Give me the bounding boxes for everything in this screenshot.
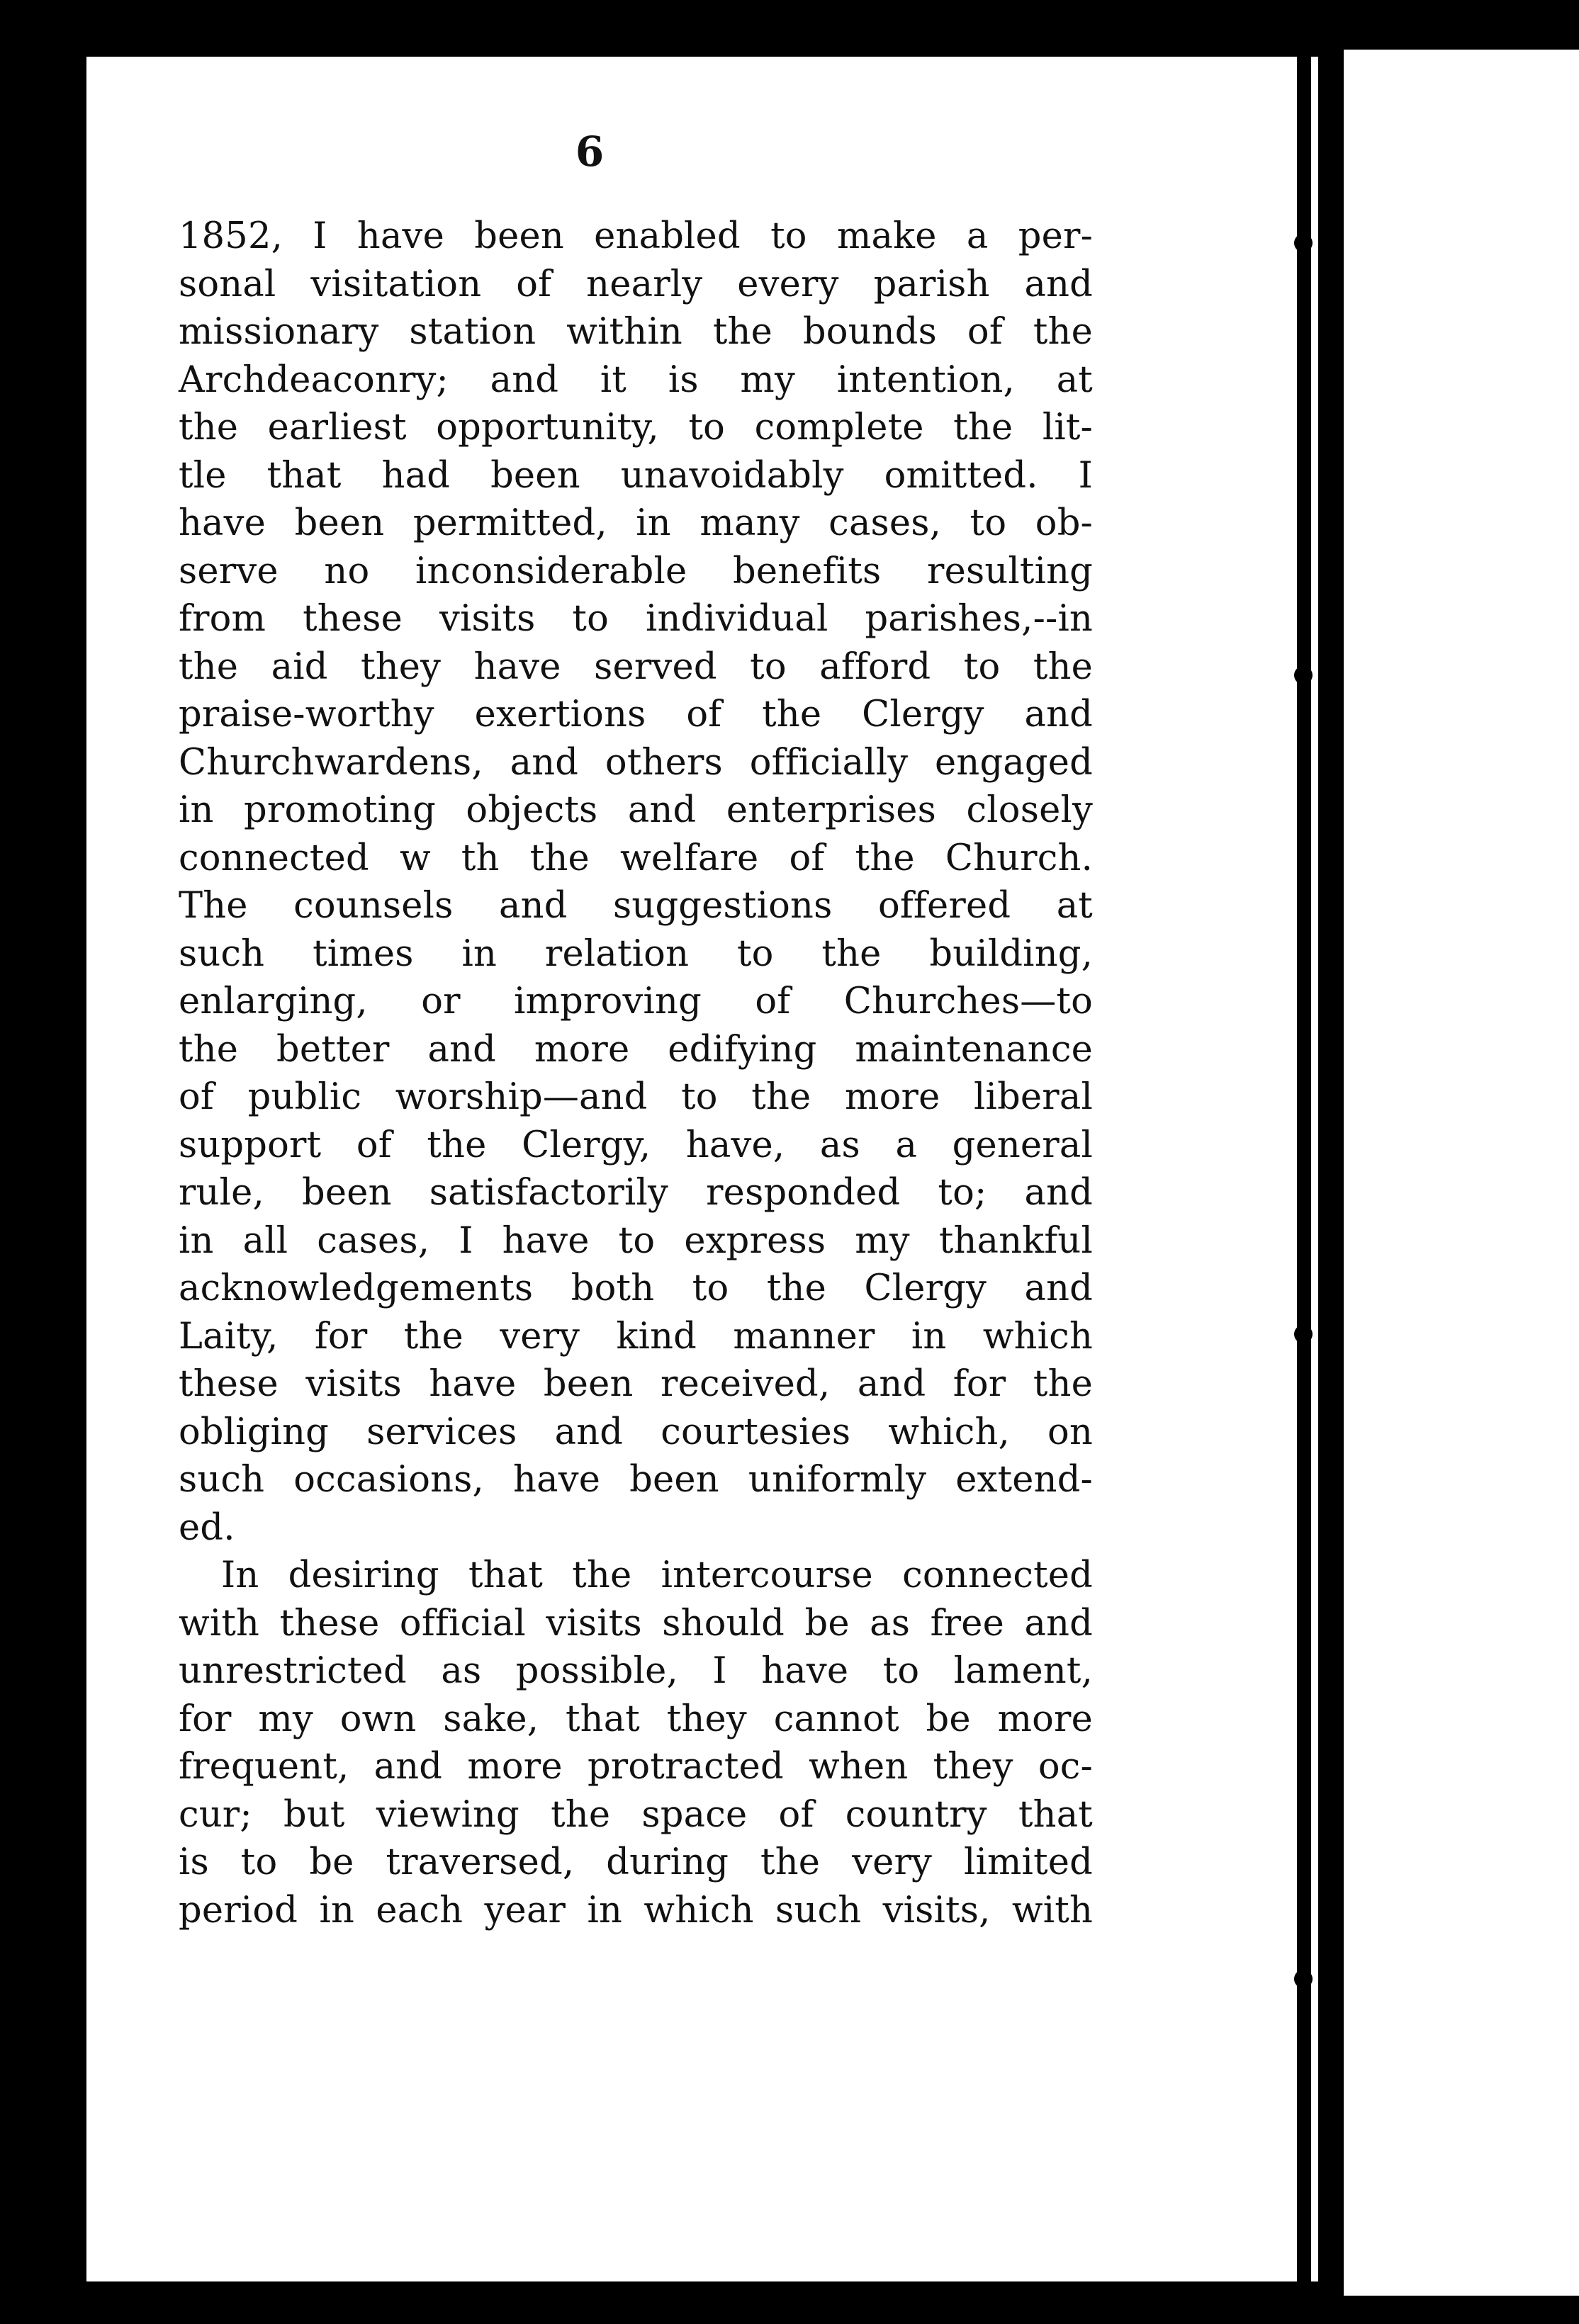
text-line: unrestricted as possible, I have to lament,: [179, 1650, 1093, 1692]
text-line: in all cases, I have to express my thankful: [179, 1219, 1093, 1262]
binding-stitch: [1294, 1325, 1313, 1343]
text-line: Archdeaconry; and it is my intention, at: [179, 359, 1093, 401]
text-line: ed.: [179, 1506, 235, 1549]
text-line: acknowledgements both to the Clergy and: [179, 1268, 1093, 1309]
text-line: praise-worthy exertions of the Clergy and: [179, 694, 1093, 735]
text-line: frequent, and more protracted when they oc-: [179, 1746, 1093, 1788]
text-line: obliging services and courtesies which, on: [179, 1411, 1093, 1453]
text-line: from these visits to individual parishes,--in: [179, 598, 1093, 640]
binding-stitch: [1294, 666, 1313, 684]
text-line: the aid they have served to afford to the: [179, 645, 1093, 688]
text-line: enlarging, or improving of Churches—to: [179, 981, 1093, 1022]
text-line: such occasions, have been uniformly extend-: [179, 1459, 1093, 1501]
text-line: such times in relation to the building,: [179, 932, 1093, 975]
text-line: with these official visits should be as free and: [179, 1602, 1093, 1645]
text-line: sonal visitation of nearly every parish and: [179, 263, 1093, 305]
binding-stitch: [1294, 234, 1313, 252]
text-line: in promoting objects and enterprises closely: [179, 789, 1093, 831]
binding-stitch: [1294, 1970, 1313, 1988]
text-line: these visits have been received, and for the: [179, 1363, 1093, 1405]
text-line: serve no inconsiderable benefits resulting: [179, 550, 1093, 592]
text-line: period in each year in which such visits, with: [179, 1889, 1093, 1931]
text-line: 1852, I have been enabled to make a per-: [179, 215, 1093, 257]
document-page: [86, 57, 1318, 2281]
text-line: In desiring that the intercourse connected: [221, 1555, 1093, 1596]
text-line: The counsels and suggestions offered at: [179, 885, 1093, 927]
text-line: have been permitted, in many cases, to ob-: [179, 502, 1093, 544]
text-line: missionary station within the bounds of the: [179, 311, 1093, 353]
text-line: Laity, for the very kind manner in which: [179, 1315, 1093, 1358]
text-line: cur; but viewing the space of country that: [179, 1793, 1093, 1836]
scan-left-edge: [0, 0, 85, 2324]
text-line: of public worship—and to the more liberal: [179, 1076, 1093, 1118]
page-number: 6: [575, 128, 605, 176]
text-line: rule, been satisfactorily responded to; and: [179, 1172, 1093, 1214]
body-text: [179, 213, 1093, 1934]
binding-gutter: [1297, 28, 1311, 2281]
text-line: is to be traversed, during the very limited: [179, 1841, 1093, 1883]
text-line: tle that had been unavoidably omitted. I: [179, 454, 1093, 497]
facing-page-edge: [1339, 50, 1579, 2296]
text-line: Churchwardens, and others officially engaged: [179, 741, 1093, 784]
text-line: connected w th the welfare of the Church.: [179, 837, 1093, 879]
text-line: support of the Clergy, have, as a general: [179, 1124, 1093, 1166]
text-line: the better and more edifying maintenance: [179, 1028, 1093, 1071]
text-line: the earliest opportunity, to complete the lit-: [179, 407, 1093, 449]
text-line: for my own sake, that they cannot be more: [179, 1698, 1093, 1740]
